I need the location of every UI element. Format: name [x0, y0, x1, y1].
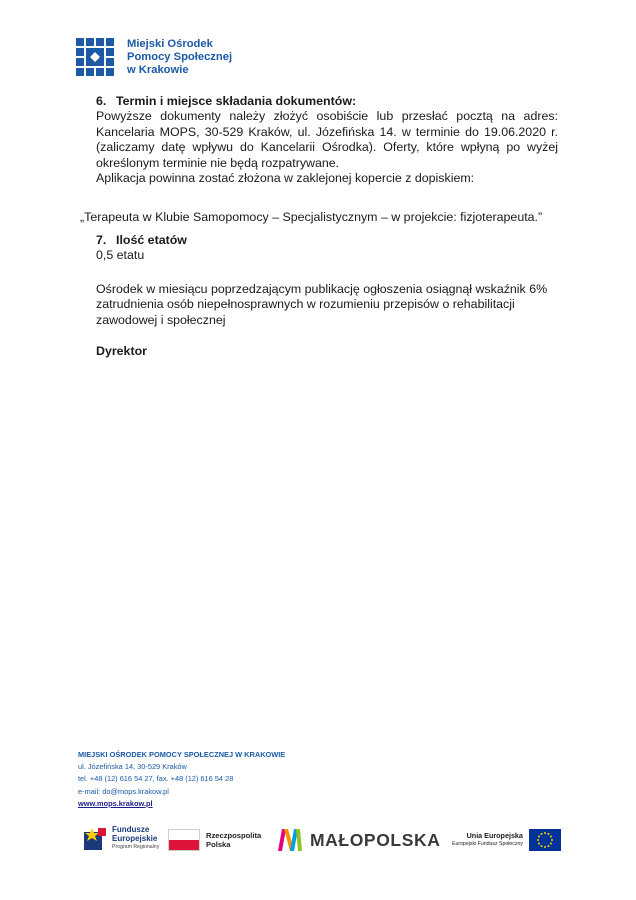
unia-europejska-logo	[452, 829, 561, 851]
logo-line-2: Pomocy Społecznej	[127, 51, 233, 63]
section-6-number: 6.	[96, 94, 107, 108]
fe-line-2: Europejskie	[112, 833, 158, 843]
section-7-title: Ilość etatów	[116, 233, 187, 247]
malopolska-logo	[278, 829, 440, 851]
footer-org-name: MIEJSKI OŚRODEK POMOCY SPOŁECZNEJ W KRAKOWIE	[78, 750, 286, 759]
section-7-number: 7.	[96, 233, 107, 247]
section-7-value: 0,5 etatu	[96, 248, 145, 263]
mops-logo	[76, 38, 232, 77]
section-6-heading	[96, 94, 558, 109]
logo-line-3: w Krakowie	[127, 64, 189, 76]
rp-line-2: Polska	[206, 840, 231, 849]
fundusze-europejskie-icon	[82, 826, 108, 852]
malopolska-text: MAŁOPOLSKA	[310, 829, 441, 850]
ue-line-2: Europejski Fundusz Społeczny	[452, 841, 523, 847]
section-7-heading	[96, 233, 566, 248]
eu-flag-icon	[529, 829, 561, 851]
rp-line-1: Rzeczpospolita	[206, 831, 262, 840]
section-6-envelope-note: Aplikacja powinna zostać złożona w zaklejonej kopercie z dopiskiem:	[96, 171, 475, 186]
rzeczpospolita-polska-logo	[168, 829, 261, 851]
malopolska-icon	[278, 829, 302, 851]
ue-line-1: Unia Europejska	[466, 831, 523, 840]
mops-logo-mark-icon	[76, 38, 114, 76]
section-6-quote: „Terapeuta w Klubie Samopomocy – Specjalistycznym – w projekcie: fizjoterapeuta.”	[80, 210, 543, 224]
section-7	[96, 233, 566, 359]
footer-email[interactable]: e-mail: do@mops.krakow.pl	[78, 786, 169, 796]
signature-director: Dyrektor	[96, 344, 147, 359]
footer-website-link[interactable]: www.mops.krakow.pl	[78, 798, 153, 808]
fe-line-1: Fundusze	[112, 825, 150, 835]
polish-flag-icon	[168, 829, 200, 851]
fe-line-3: Program Regionalny	[112, 844, 160, 851]
footer-contact	[78, 749, 285, 810]
logo-line-1: Miejski Ośrodek	[127, 38, 213, 50]
footer-phone: tel. +48 (12) 616 54 27, fax. +48 (12) 616 54 28	[78, 774, 234, 784]
fundusze-europejskie-logo	[82, 826, 159, 852]
mops-logo-text	[127, 38, 232, 77]
employment-statement: Ośrodek w miesiącu poprzedzającym publikację ogłoszenia osiągnął wskaźnik 6% zatrudnienia osób niepełnosprawnych w rozumieniu przepisów o rehabilitacji zawodowej i społecznej	[96, 281, 548, 327]
section-6-paragraph: Powyższe dokumenty należy złożyć osobiście lub przesłać pocztą na adres: Kancelaria MOPS, 30-529 Kraków, ul. Józefińska 14. w terminie do 19.06.2020 r. (zaliczamy datę wpływu do Kancelarii Ośrodka). Oferty, które wpłyną po wyżej określonym terminie nie będą rozpatrywane.	[96, 109, 558, 170]
footer-address: ul. Józefińska 14, 30-529 Kraków	[78, 762, 187, 772]
section-6	[96, 94, 558, 186]
section-6-title: Termin i miejsce składania dokumentów:	[116, 94, 357, 108]
